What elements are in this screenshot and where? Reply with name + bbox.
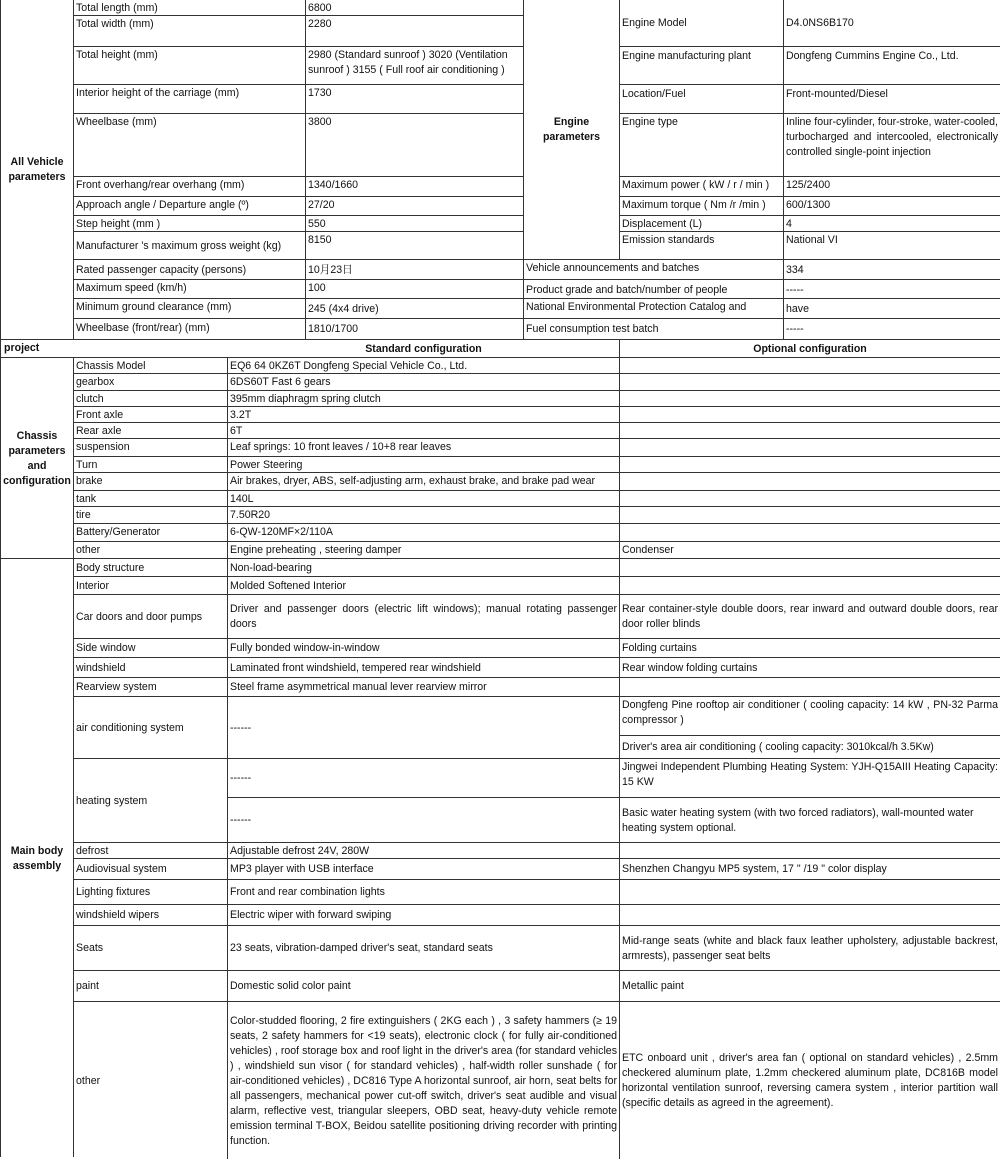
chassis-standard-value: Power Steering <box>228 457 620 473</box>
engine-value: National VI <box>784 232 1000 260</box>
chassis-standard-value: Air brakes, dryer, ABS, self-adjusting arm, exhaust brake, and brake pad wear <box>228 473 620 491</box>
body-optional-value: Dongfeng Pine rooftop air conditioner ( cooling capacity: 14 kW , PN-32 Parma compressor ) <box>620 697 1000 736</box>
chassis-optional-value <box>620 374 1000 391</box>
body-standard-value: ------ <box>228 697 620 759</box>
body-optional-value: Rear container-style double doors, rear inward and outward double doors, rear door roller blinds <box>620 595 1000 639</box>
body-standard-value: Fully bonded window-in-window <box>228 639 620 658</box>
body-standard-value: Domestic solid color paint <box>228 971 620 1002</box>
body-optional-value <box>620 843 1000 859</box>
chassis-standard-value: 3.2T <box>228 407 620 423</box>
chassis-standard-value: 395mm diaphragm spring clutch <box>228 391 620 407</box>
body-standard-value: Laminated front windshield, tempered rear windshield <box>228 658 620 678</box>
chassis-optional-value <box>620 423 1000 439</box>
chassis-item-label: Rear axle <box>74 423 228 439</box>
body-item-label: windshield <box>74 658 228 678</box>
chassis-optional-value <box>620 407 1000 423</box>
header-standard: Standard configuration <box>228 340 620 358</box>
chassis-item-label: Chassis Model <box>74 358 228 374</box>
vehicle-section-label: All Vehicle parameters <box>0 0 74 340</box>
body-optional-value: Driver's area air conditioning ( cooling capacity: 3010kcal/h 3.5Kw) <box>620 736 1000 759</box>
vehicle-label: Step height (mm ) <box>74 216 306 232</box>
chassis-standard-value: 140L <box>228 491 620 507</box>
vehicle-value: 1810/1700 <box>306 319 524 340</box>
vehicle-value: 2280 <box>306 16 524 47</box>
chassis-optional-value <box>620 457 1000 473</box>
body-optional-value <box>620 880 1000 905</box>
chassis-item-label: suspension <box>74 439 228 457</box>
chassis-standard-value: 6-QW-120MF×2/110A <box>228 524 620 542</box>
vehicle-label: Wheelbase (front/rear) (mm) <box>74 319 306 340</box>
chassis-item-label: Battery/Generator <box>74 524 228 542</box>
header-project: project <box>0 340 228 358</box>
body-standard-value: Molded Softened Interior <box>228 577 620 595</box>
body-item-label: Body structure <box>74 559 228 577</box>
vehicle-label: Maximum speed (km/h) <box>74 280 306 299</box>
chassis-standard-value: 6T <box>228 423 620 439</box>
engine-value: Dongfeng Cummins Engine Co., Ltd. <box>784 47 1000 85</box>
vehicle-label: Interior height of the carriage (mm) <box>74 85 306 114</box>
announcement-value: ----- <box>784 280 1000 299</box>
body-standard-value: Color-studded flooring, 2 fire extinguishers ( 2KG each ) , 3 safety hammers (≥ 19 seats, 2 safety hammers for <19 seats), electronic clock ( for fully air-conditioned vehicles) , roof storage box and roof light in the driver's area (for standard vehicles ) , windshield sun visor ( for standard vehicles) , half-width roller sunshade ( for air-conditioned vehicles) , DC816 Type A horizontal sunroof, air horn, seat belts for all passengers, mechanical power cut-off switch, driver's seat audible and visual alarm, reflective vest, triangular sleepers, OBD seat, heavy-duty vehicle remote emission terminal T-BOX, Beidou satellite positioning driving recorder with printing function. <box>228 1002 620 1159</box>
chassis-standard-value: Engine preheating , steering damper <box>228 542 620 559</box>
body-standard-value: ------ <box>228 798 620 843</box>
vehicle-label: Front overhang/rear overhang (mm) <box>74 177 306 197</box>
body-item-label: Lighting fixtures <box>74 880 228 905</box>
engine-value: D4.0NS6B170 <box>784 0 1000 47</box>
body-item-label: Side window <box>74 639 228 658</box>
chassis-standard-value: EQ6 64 0KZ6T Dongfeng Special Vehicle Co., Ltd. <box>228 358 620 374</box>
body-item-label: heating system <box>74 759 228 843</box>
chassis-section-label: Chassis parameters and configuration <box>0 358 74 559</box>
engine-label: Engine type <box>620 114 784 177</box>
chassis-item-label: tank <box>74 491 228 507</box>
engine-label: Location/Fuel <box>620 85 784 114</box>
body-optional-value: Shenzhen Changyu MP5 system, 17 " /19 " color display <box>620 859 1000 880</box>
chassis-item-label: Front axle <box>74 407 228 423</box>
body-optional-value <box>620 559 1000 577</box>
body-standard-value: 23 seats, vibration-damped driver's seat, standard seats <box>228 926 620 971</box>
chassis-standard-value: Leaf springs: 10 front leaves / 10+8 rear leaves <box>228 439 620 457</box>
chassis-optional-value: Condenser <box>620 542 1000 559</box>
announcement-label: Product grade and batch/number of people <box>524 280 784 299</box>
vehicle-label: Total height (mm) <box>74 47 306 85</box>
body-item-label: paint <box>74 971 228 1002</box>
body-standard-value: MP3 player with USB interface <box>228 859 620 880</box>
chassis-item-label: clutch <box>74 391 228 407</box>
vehicle-value: 1730 <box>306 85 524 114</box>
vehicle-value: 550 <box>306 216 524 232</box>
engine-section-label: Engine parameters <box>524 0 620 260</box>
chassis-standard-value: 7.50R20 <box>228 507 620 524</box>
chassis-optional-value <box>620 439 1000 457</box>
engine-value: Inline four-cylinder, four-stroke, water-cooled, turbocharged and intercooled, electronically controlled single-point injection <box>784 114 1000 177</box>
chassis-optional-value <box>620 507 1000 524</box>
engine-label: Engine Model <box>620 0 784 47</box>
engine-label: Engine manufacturing plant <box>620 47 784 85</box>
vehicle-label: Wheelbase (mm) <box>74 114 306 177</box>
chassis-optional-value <box>620 473 1000 491</box>
chassis-standard-value: 6DS60T Fast 6 gears <box>228 374 620 391</box>
announcement-value: 334 <box>784 260 1000 280</box>
body-standard-value: Steel frame asymmetrical manual lever rearview mirror <box>228 678 620 697</box>
body-optional-value: Basic water heating system (with two forced radiators), wall-mounted water heating system optional. <box>620 798 1000 843</box>
header-optional: Optional configuration <box>620 340 1000 358</box>
engine-value: 600/1300 <box>784 197 1000 216</box>
body-item-label: Car doors and door pumps <box>74 595 228 639</box>
body-optional-value: ETC onboard unit , driver's area fan ( optional on standard vehicles) , 2.5mm checkered aluminum plate, 1.2mm checkered aluminum plate, DC816B model horizontal ventilation sunroof, reversing camera system , interior partition wall (specific details as agreed in the agreement). <box>622 1052 998 1109</box>
vehicle-label: Total length (mm) <box>74 0 306 16</box>
vehicle-value: 8150 <box>306 232 524 260</box>
announcement-label: Fuel consumption test batch <box>524 319 784 340</box>
body-standard-value: Non-load-bearing <box>228 559 620 577</box>
engine-value: 125/2400 <box>784 177 1000 197</box>
vehicle-label: Rated passenger capacity (persons) <box>74 260 306 280</box>
body-item-label: Seats <box>74 926 228 971</box>
body-section-label: Main body assembly <box>0 559 74 1157</box>
body-optional-value <box>620 905 1000 926</box>
vehicle-value: 27/20 <box>306 197 524 216</box>
vehicle-label: Total width (mm) <box>74 16 306 47</box>
announcement-label: National Environmental Protection Catalog and <box>524 299 784 319</box>
engine-label: Maximum torque ( Nm /r /min ) <box>620 197 784 216</box>
body-optional-value: Rear window folding curtains <box>620 658 1000 678</box>
vehicle-value: 245 (4x4 drive) <box>306 299 524 319</box>
body-optional-value: Folding curtains <box>620 639 1000 658</box>
chassis-optional-value <box>620 491 1000 507</box>
body-item-label: Audiovisual system <box>74 859 228 880</box>
body-item-label: air conditioning system <box>74 697 228 759</box>
chassis-optional-value <box>620 391 1000 407</box>
chassis-optional-value <box>620 358 1000 374</box>
body-optional-value: Metallic paint <box>620 971 1000 1002</box>
body-standard-value: ------ <box>228 759 620 798</box>
vehicle-label: Minimum ground clearance (mm) <box>74 299 306 319</box>
engine-value: Front-mounted/Diesel <box>784 85 1000 114</box>
vehicle-value: 3800 <box>306 114 524 177</box>
body-item-label: Rearview system <box>74 678 228 697</box>
vehicle-value: 2980 (Standard sunroof ) 3020 (Ventilation sunroof ) 3155 ( Full roof air conditioning ) <box>306 47 524 85</box>
chassis-item-label: Turn <box>74 457 228 473</box>
vehicle-value: 6800 <box>306 0 524 16</box>
announcement-label: Vehicle announcements and batches <box>524 260 784 280</box>
body-optional-value <box>620 577 1000 595</box>
chassis-item-label: gearbox <box>74 374 228 391</box>
chassis-optional-value <box>620 524 1000 542</box>
chassis-item-label: other <box>74 542 228 559</box>
body-standard-value: Adjustable defrost 24V, 280W <box>228 843 620 859</box>
body-standard-value: Front and rear combination lights <box>228 880 620 905</box>
vehicle-label: Manufacturer 's maximum gross weight (kg) <box>74 232 306 260</box>
body-standard-value: Driver and passenger doors (electric lift windows); manual rotating passenger doors <box>228 595 620 639</box>
announcement-value: ----- <box>784 319 1000 340</box>
vehicle-label: Approach angle / Departure angle (º) <box>74 197 306 216</box>
engine-label: Displacement (L) <box>620 216 784 232</box>
body-item-label: defrost <box>74 843 228 859</box>
chassis-item-label: tire <box>74 507 228 524</box>
engine-value: 4 <box>784 216 1000 232</box>
body-standard-value: Electric wiper with forward swiping <box>228 905 620 926</box>
body-optional-value <box>620 678 1000 697</box>
body-item-label: Interior <box>74 577 228 595</box>
body-optional-value: Mid-range seats (white and black faux leather upholstery, adjustable backrest, armrests), passenger seat belts <box>620 926 1000 971</box>
body-item-label: windshield wipers <box>74 905 228 926</box>
engine-label: Maximum power ( kW / r / min ) <box>620 177 784 197</box>
engine-label: Emission standards <box>620 232 784 260</box>
announcement-value: have <box>784 299 1000 319</box>
vehicle-value: 1340/1660 <box>306 177 524 197</box>
body-item-label: other <box>74 1002 228 1159</box>
chassis-item-label: brake <box>74 473 228 491</box>
body-optional-value: Jingwei Independent Plumbing Heating System: YJH-Q15AIII Heating Capacity: 15 KW <box>620 759 1000 798</box>
vehicle-value: 10月23日 <box>306 260 524 280</box>
vehicle-value: 100 <box>306 280 524 299</box>
